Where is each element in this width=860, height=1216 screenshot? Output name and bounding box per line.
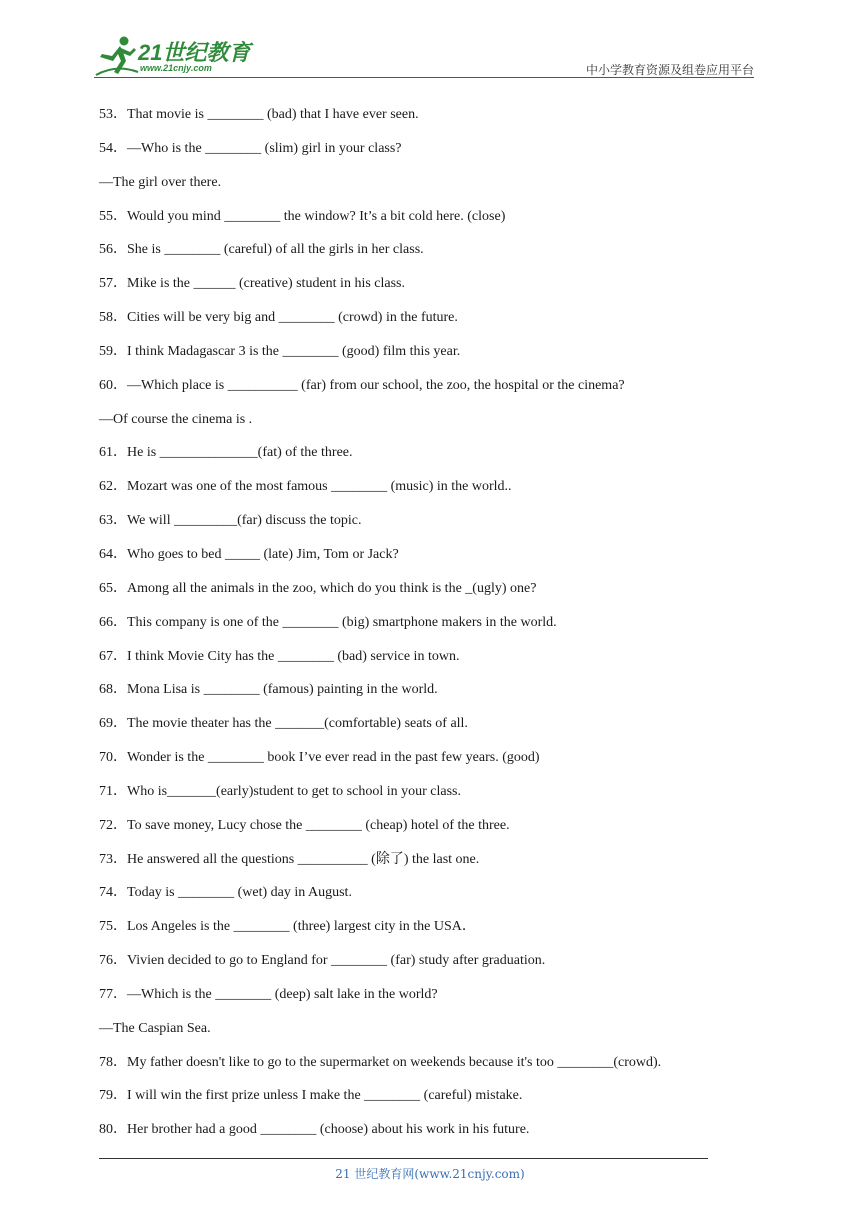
logo-url: www.21cnjy.com xyxy=(140,63,212,73)
exercise-54-answer: —The girl over there. xyxy=(99,174,222,190)
exercise-69: 69．The movie theater has the _______(comfortable) seats of all. xyxy=(99,716,468,732)
exercise-65: 65．Among all the animals in the zoo, which do you think is the _(ugly) one? xyxy=(99,580,537,596)
runner-logo-icon xyxy=(94,34,140,78)
exercise-58: 58．Cities will be very big and ________ (crowd) in the future. xyxy=(99,310,458,326)
exercise-70: 70．Wonder is the ________ book I’ve ever read in the past few years. (good) xyxy=(99,750,540,766)
footer-site-link[interactable]: 21 世纪教育网(www.21cnjy.com) xyxy=(335,1167,525,1181)
exercise-77: 77．—Which is the ________ (deep) salt lake in the world? xyxy=(99,986,438,1002)
exercise-60-answer: —Of course the cinema is . xyxy=(99,411,253,427)
exercise-80: 80．Her brother had a good ________ (choose) about his work in his future. xyxy=(99,1122,530,1138)
logo xyxy=(94,34,264,78)
exercise-78: 78．My father doesn't like to go to the supermarket on weekends because it's too ________(crowd). xyxy=(99,1054,662,1070)
exercise-55: 55．Would you mind ________ the window? It’s a bit cold here. (close) xyxy=(99,208,506,224)
exercise-67: 67．I think Movie City has the ________ (bad) service in town. xyxy=(99,648,460,664)
exercise-79: 79．I will win the first prize unless I make the ________ (careful) mistake. xyxy=(99,1088,523,1104)
exercise-61: 61．He is ______________(fat) of the three. xyxy=(99,445,353,461)
exercise-54: 54．—Who is the ________ (slim) girl in your class? xyxy=(99,140,402,156)
exercise-74: 74．Today is ________ (wet) day in August. xyxy=(99,885,352,901)
exercise-66: 66．This company is one of the ________ (big) smartphone makers in the world. xyxy=(99,614,557,630)
exercise-57: 57．Mike is the ______ (creative) student in his class. xyxy=(99,276,405,292)
exercise-62: 62．Mozart was one of the most famous ________ (music) in the world.. xyxy=(99,479,512,495)
exercise-73: 73．He answered all the questions __________ (除了) the last one. xyxy=(99,851,480,867)
header-divider xyxy=(94,77,754,78)
exercise-64: 64．Who goes to bed _____ (late) Jim, Tom or Jack? xyxy=(99,546,399,562)
logo-text: 21世纪教育 xyxy=(138,40,251,65)
footer-divider xyxy=(99,1158,708,1159)
exercise-53: 53．That movie is ________ (bad) that I have ever seen. xyxy=(99,107,419,122)
page-header xyxy=(0,0,860,80)
exercise-77-answer: —The Caspian Sea. xyxy=(99,1020,211,1036)
exercise-63: 63．We will _________(far) discuss the topic. xyxy=(99,513,362,529)
exercise-71: 71．Who is_______(early)student to get to school in your class. xyxy=(99,783,461,799)
exercise-75: 75．Los Angeles is the ________ (three) largest city in the USA． xyxy=(99,919,476,935)
exercise-60: 60．—Which place is __________ (far) from our school, the zoo, the hospital or the cinema? xyxy=(99,377,625,393)
exercise-59: 59．I think Madagascar 3 is the ________ (good) film this year. xyxy=(99,343,461,359)
exercise-list xyxy=(99,105,779,1154)
exercise-68: 68．Mona Lisa is ________ (famous) painting in the world. xyxy=(99,682,438,698)
exercise-56: 56．She is ________ (careful) of all the girls in her class. xyxy=(99,242,424,258)
exercise-76: 76．Vivien decided to go to England for ________ (far) study after graduation. xyxy=(99,953,546,969)
exercise-72: 72．To save money, Lucy chose the ________ (cheap) hotel of the three. xyxy=(99,817,510,833)
header-platform-label: 中小学教育资源及组卷应用平台 xyxy=(585,63,754,77)
